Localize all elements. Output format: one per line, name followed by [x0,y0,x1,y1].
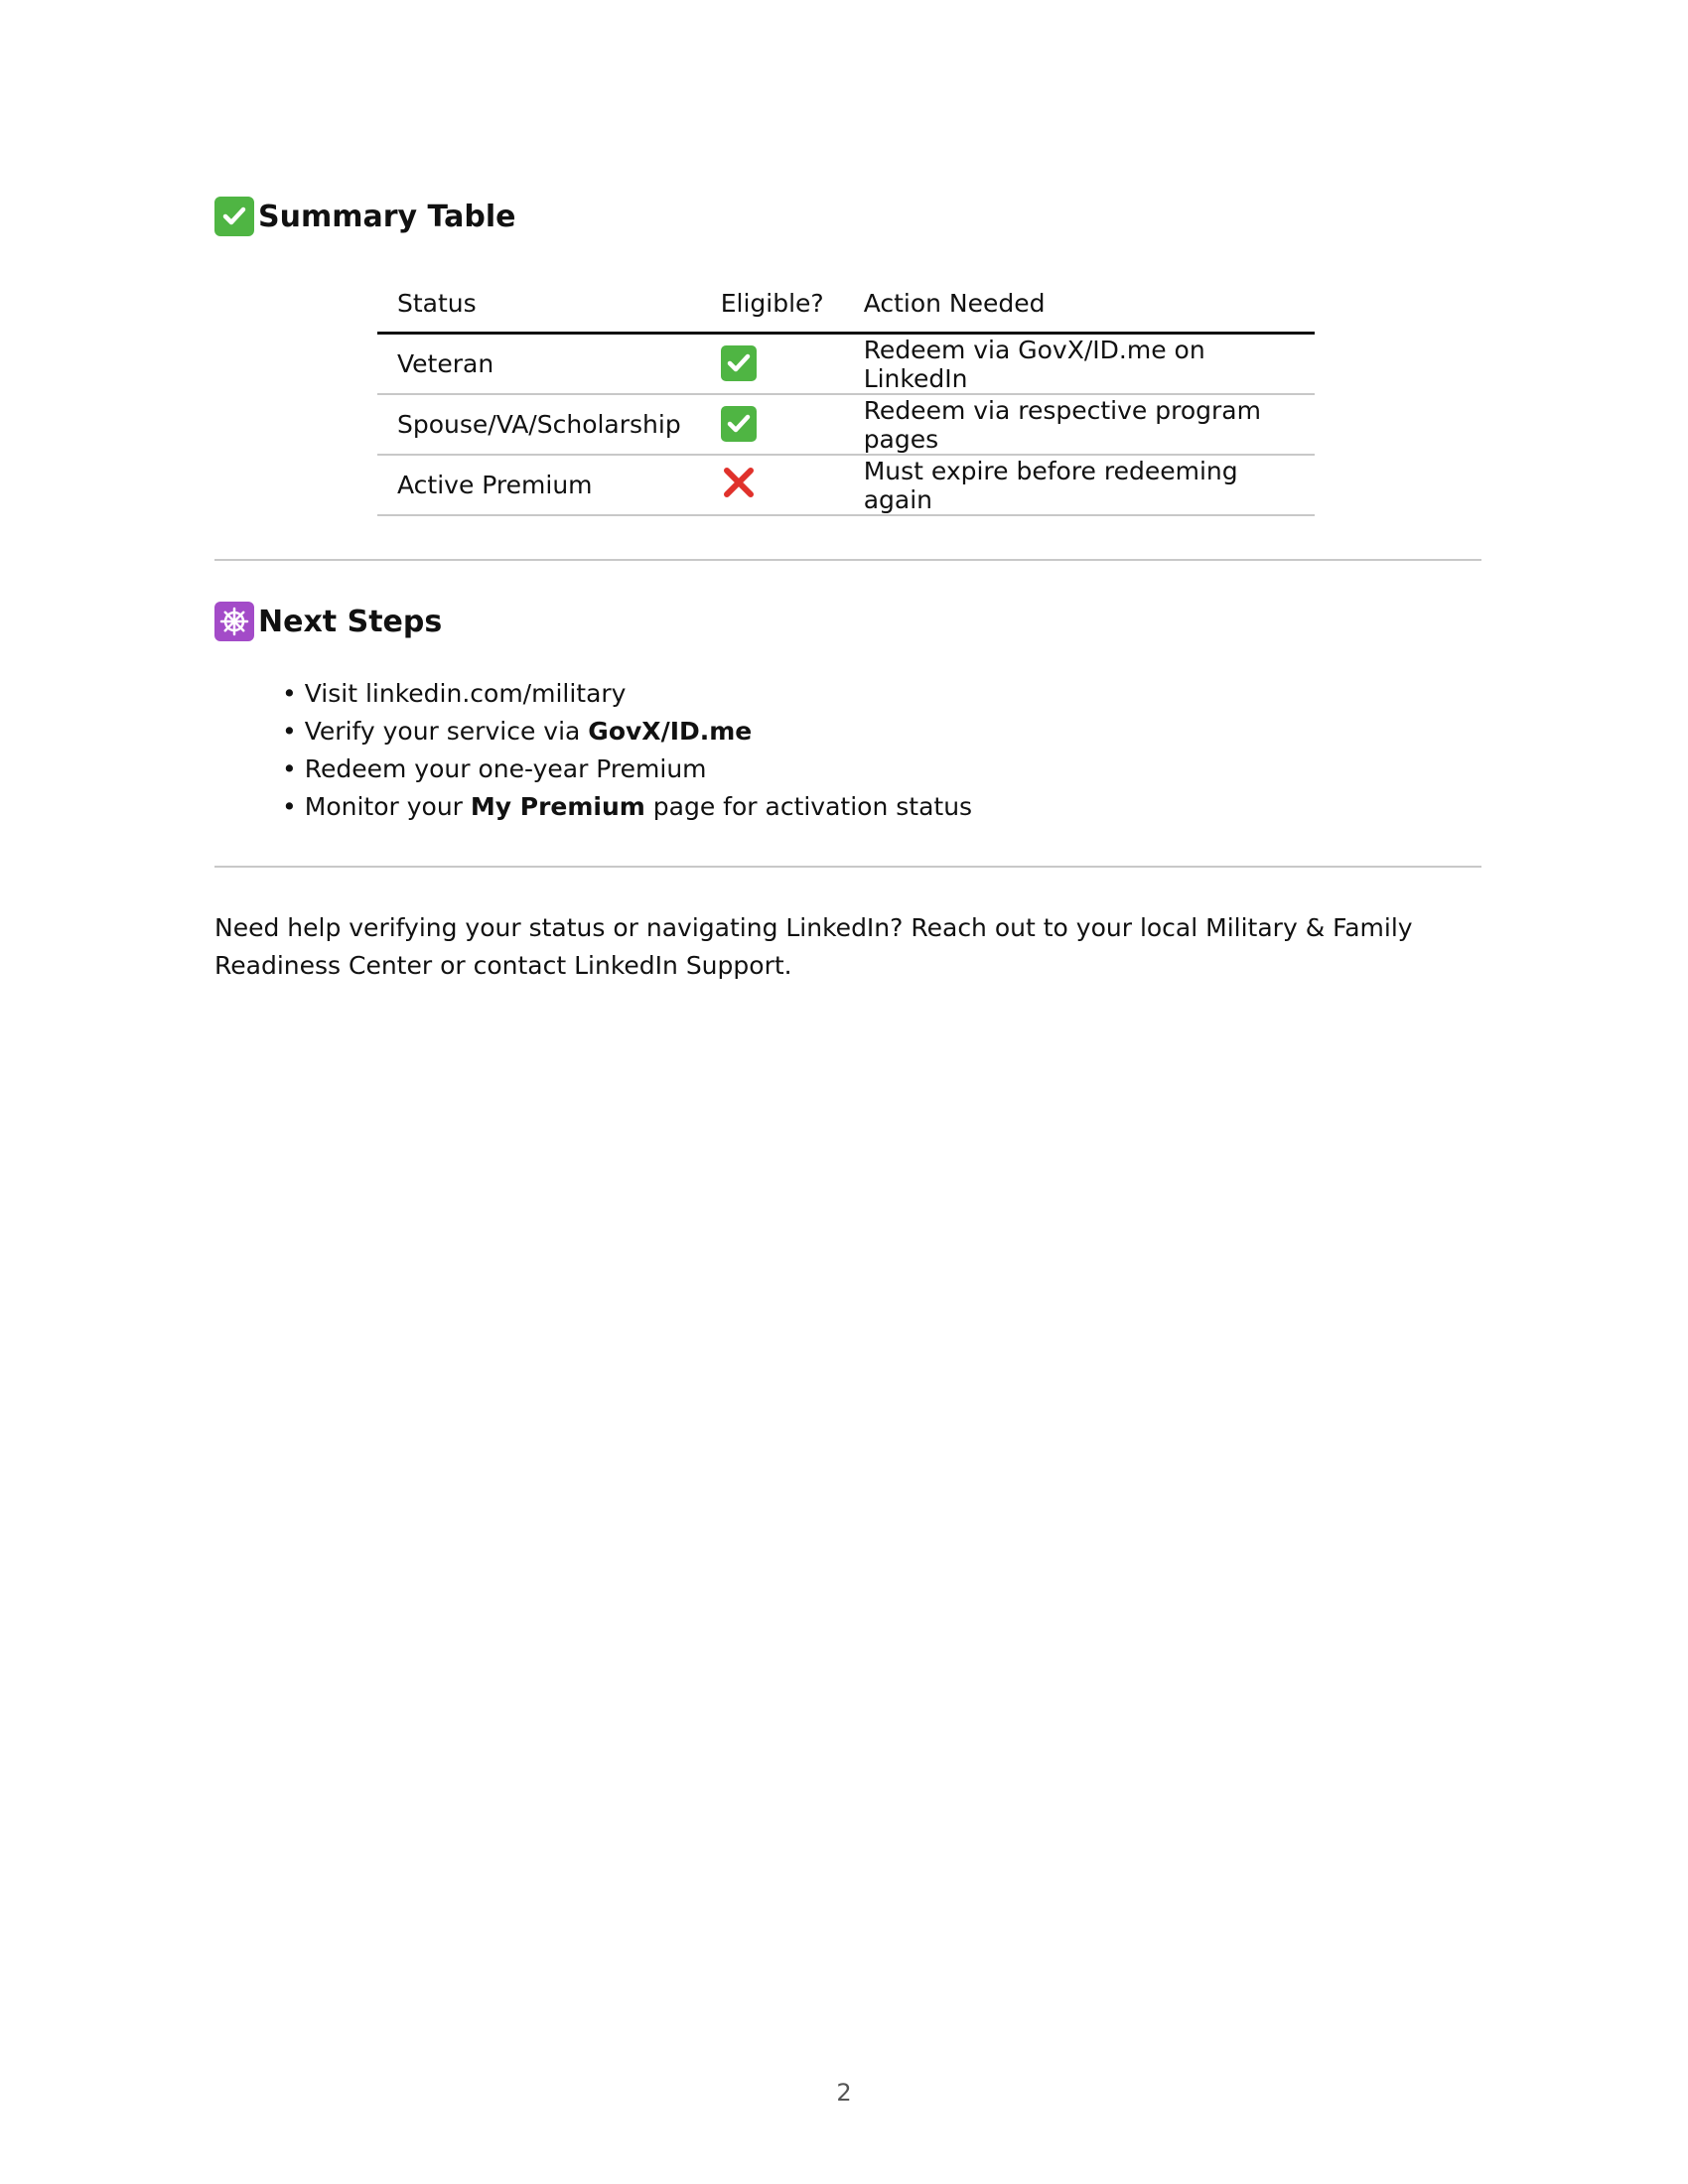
step-bold-text: GovX/ID.me [588,717,753,746]
next-steps-list [282,675,972,826]
summary-heading [214,197,515,236]
header-status: Status [377,278,701,334]
bullet: • [282,679,297,708]
list-item [282,675,972,713]
cell-action: Redeem via respective program pages [844,394,1315,455]
header-action: Action Needed [844,278,1315,334]
cell-status: Spouse/VA/Scholarship [377,394,701,455]
next-steps-heading [214,602,442,641]
cell-eligible [701,334,844,395]
dharma-wheel-icon [214,602,254,641]
step-text: Monitor your [304,792,471,821]
cell-eligible [701,455,844,515]
section-divider [214,559,1481,561]
step-text: Verify your service via [304,717,589,746]
bullet: • [282,717,297,746]
section-divider [214,866,1481,868]
cell-status: Active Premium [377,455,701,515]
table-row [377,394,1315,455]
cell-action: Must expire before redeeming again [844,455,1315,515]
cell-status: Veteran [377,334,701,395]
summary-table [377,278,1315,516]
table-header-row [377,278,1315,334]
check-mark-icon [721,345,757,381]
table-row [377,334,1315,395]
table-row [377,455,1315,515]
summary-heading-text: Summary Table [258,199,516,234]
step-bold-text: My Premium [470,792,645,821]
cross-mark-icon [721,465,757,500]
cell-eligible [701,394,844,455]
bullet: • [282,754,297,783]
page-number: 2 [836,2079,852,2107]
cell-action: Redeem via GovX/ID.me on LinkedIn [844,334,1315,395]
step-text-after: page for activation status [644,792,973,821]
list-item [282,751,972,788]
check-mark-icon [214,197,254,236]
list-item [282,713,972,751]
bullet: • [282,792,297,821]
next-steps-heading-text: Next Steps [258,604,443,639]
help-paragraph: Need help verifying your status or navigating LinkedIn? Reach out to your local Military & Family Readiness Center or contact LinkedIn Support. [214,913,1413,980]
step-text: Visit linkedin.com/military [304,679,627,708]
list-item [282,788,972,826]
header-eligible: Eligible? [701,278,844,334]
step-text: Redeem your one-year Premium [304,754,707,783]
check-mark-icon [721,406,757,442]
